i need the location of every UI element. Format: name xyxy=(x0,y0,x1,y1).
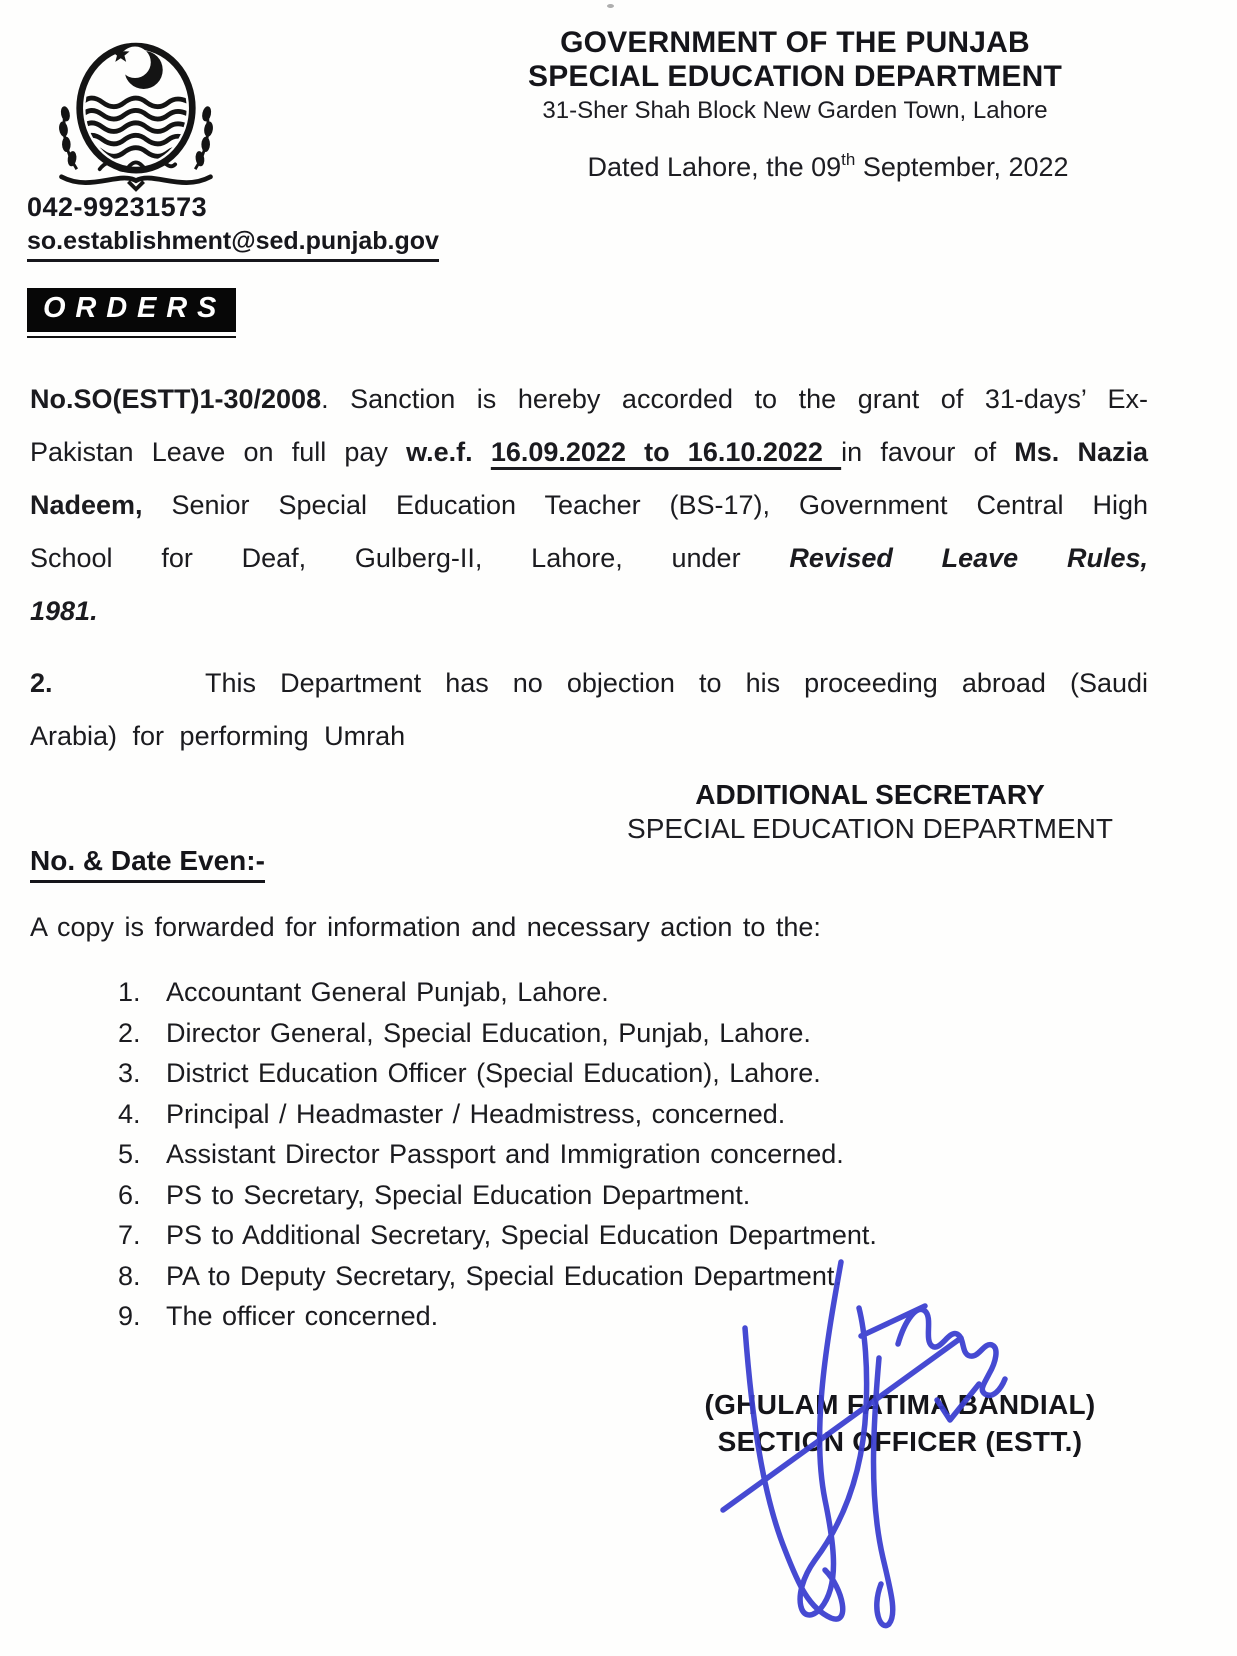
distribution-item xyxy=(118,1296,1018,1337)
distribution-item xyxy=(118,1215,1018,1256)
date-suffix: September, 2022 xyxy=(855,152,1069,182)
letterhead xyxy=(455,26,1135,126)
item-number: 7. xyxy=(118,1220,141,1250)
text-segment: 1981. xyxy=(30,596,98,626)
sanction-paragraph xyxy=(30,373,1148,638)
item-text: Principal / Headmaster / Headmistress, concerned. xyxy=(166,1098,786,1129)
item-number: 1. xyxy=(118,977,141,1007)
contact-block xyxy=(27,190,439,262)
item-number: 8. xyxy=(118,1260,141,1291)
copy-forwarded-line: A copy is forwarded for information and necessary action to the: xyxy=(30,912,821,942)
item-number: 5. xyxy=(118,1139,141,1169)
no-objection-paragraph xyxy=(30,657,1148,763)
signatory-title: SECTION OFFICER (ESTT.) xyxy=(717,1426,1083,1457)
email-address: so.establishment@sed.punjab.gov xyxy=(27,224,439,262)
item-number: 6. xyxy=(118,1179,141,1210)
department-address: 31-Sher Shah Block New Garden Town, Lahore xyxy=(542,97,1048,124)
item-number: 4. xyxy=(118,1098,141,1129)
distribution-item xyxy=(118,1175,1018,1216)
item-number: 3. xyxy=(118,1058,141,1088)
distribution-item xyxy=(118,1094,1018,1135)
punjab-government-crest-logo xyxy=(38,26,234,194)
date-line xyxy=(548,150,1108,183)
no-date-even-wrap xyxy=(30,845,265,883)
text-segment: in favour of xyxy=(841,437,1015,467)
text-segment: Ms. Nazia Nadeem, xyxy=(30,437,1149,520)
distribution-item xyxy=(118,1013,1018,1054)
distribution-list xyxy=(118,972,1018,1337)
department-title: SPECIAL EDUCATION DEPARTMENT xyxy=(528,60,1062,93)
paragraph-number: 2. xyxy=(30,668,53,698)
approving-authority-block xyxy=(565,778,1175,846)
orders-heading: ORDERS xyxy=(27,288,236,332)
authority-designation: ADDITIONAL SECRETARY xyxy=(695,779,1045,810)
item-text: PS to Additional Secretary, Special Education Department. xyxy=(166,1220,877,1250)
text-segment: w.e.f. xyxy=(406,437,491,467)
no-date-even-heading: No. & Date Even:- xyxy=(30,845,265,883)
item-number: 9. xyxy=(118,1301,141,1331)
scan-artifact-dot xyxy=(607,4,614,8)
signatory-name: (GHULAM FATIMA BANDIAL) xyxy=(704,1389,1096,1420)
authority-department: SPECIAL EDUCATION DEPARTMENT xyxy=(627,813,1113,844)
date-ordinal-suffix: th xyxy=(841,150,856,169)
item-number: 2. xyxy=(118,1017,141,1048)
item-text: Accountant General Punjab, Lahore. xyxy=(166,977,609,1007)
item-text: PA to Deputy Secretary, Special Education Department. xyxy=(166,1260,842,1291)
distribution-item xyxy=(118,1053,1018,1094)
item-text: District Education Officer (Special Education), Lahore. xyxy=(166,1058,821,1088)
item-text: PS to Secretary, Special Education Department. xyxy=(166,1179,751,1210)
item-text: Assistant Director Passport and Immigration concerned. xyxy=(166,1139,844,1169)
text-segment: Revised Leave Rules, xyxy=(789,543,1148,573)
text-segment: Senior Special Education Teacher (BS-17), Government Central High School for Deaf, Gulberg-II, Lahore, under xyxy=(30,490,1148,573)
government-title: GOVERNMENT OF THE PUNJAB xyxy=(560,26,1030,59)
text-segment: No.SO(ESTT)1-30/2008 xyxy=(30,384,322,414)
paragraph-text: This Department has no objection to his proceeding abroad (Saudi Arabia) for performing Umrah xyxy=(30,668,1148,751)
phone-number: 042-99231573 xyxy=(27,192,208,222)
item-text: The officer concerned. xyxy=(166,1301,439,1331)
item-text: Director General, Special Education, Punjab, Lahore. xyxy=(166,1017,811,1048)
text-segment: . Sanction is hereby accorded to the grant of 31-days’ Ex-Pakistan Leave on full pay xyxy=(30,384,1148,467)
distribution-item xyxy=(118,1134,1018,1175)
date-prefix: Dated Lahore, the 09 xyxy=(587,152,842,182)
text-segment: 16.09.2022 to 16.10.2022 xyxy=(490,437,842,467)
orders-heading-wrap xyxy=(27,288,236,338)
signatory-block xyxy=(640,1386,1160,1460)
distribution-item xyxy=(118,972,1018,1013)
crest-icon xyxy=(38,26,234,194)
distribution-item xyxy=(118,1256,1018,1297)
